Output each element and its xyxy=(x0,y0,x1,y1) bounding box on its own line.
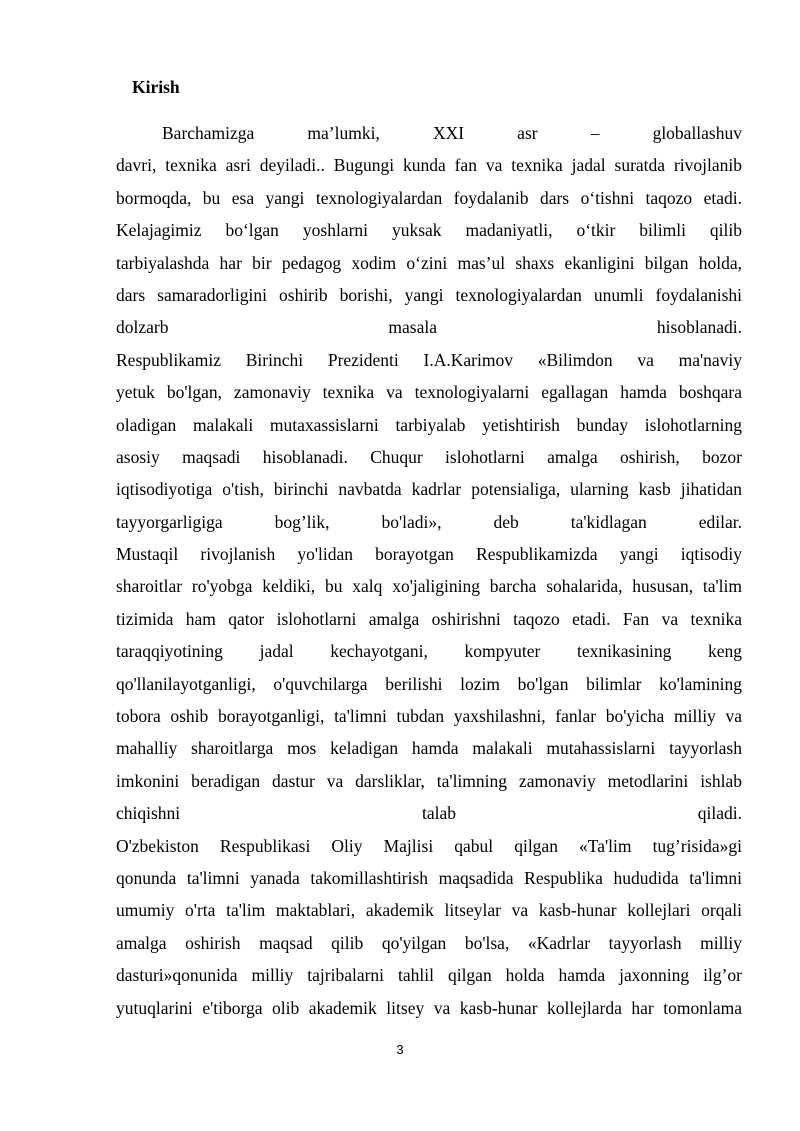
text-line: taraqqiyotining jadal kechayotgani, kompyuter texnikasining keng xyxy=(116,641,742,662)
text-line: yetuk bo'lgan, zamonaviy texnika va texnologiyalarni egallagan hamda boshqara xyxy=(116,382,742,403)
text-line: Kelajagimiz bo‘lgan yoshlarni yuksak madaniyatli, o‘tkir bilimli qilib xyxy=(116,220,742,241)
text-line: Mustaqil rivojlanish yo'lidan borayotgan Respublikamizda yangi iqtisodiy xyxy=(116,544,742,565)
text-line: chiqishni talab qiladi. xyxy=(116,803,742,824)
text-line: O'zbekiston Respublikasi Oliy Majlisi qabul qilgan «Ta'lim tug’risida»gi xyxy=(116,835,742,856)
page-number: 3 xyxy=(396,1042,404,1057)
text-line: dolzarb masala hisoblanadi. xyxy=(116,317,742,338)
text-line: umumiy o'rta ta'lim maktablari, akademik litseylar va kasb-hunar kollejlari orqali xyxy=(116,900,742,921)
text-line: Respublikamiz Birinchi Prezidenti I.A.Karimov «Bilimdon va ma'naviy xyxy=(116,349,742,370)
text-line: yutuqlarini e'tiborga olib akademik litsey va kasb-hunar kollejlarda har tomonlama xyxy=(116,997,742,1018)
text-line: dasturi»qonunida milliy tajribalarni tahlil qilgan holda hamda jaxonning ilg’or xyxy=(116,965,742,986)
section-heading: Kirish xyxy=(132,77,180,97)
text-line: sharoitlar ro'yobga keldiki, bu xalq xo'jaligining barcha sohalarida, hususan, ta'lim xyxy=(116,576,742,597)
text-line: bormoqda, bu esa yangi texnologiyalardan foydalanib dars o‘tishni taqozo etadi. xyxy=(116,187,742,208)
text-line: iqtisodiyotiga o'tish, birinchi navbatda kadrlar potensialiga, ularning kasb jihatidan xyxy=(116,479,742,500)
text-line: imkonini beradigan dastur va darsliklar, ta'limning zamonaviy metodlarini ishlab xyxy=(116,770,742,791)
text-line: qonunda ta'limni yanada takomillashtirish maqsadida Respublika hududida ta'limni xyxy=(116,867,742,888)
body-text xyxy=(116,117,742,1024)
text-line: tarbiyalashda har bir pedagog xodim o‘zini mas’ul shaxs ekanligini bilgan holda, xyxy=(116,252,742,273)
text-line: qo'llanilayotganligi, o'quvchilarga berilishi lozim bo'lgan bilimlar ko'lamining xyxy=(116,673,742,694)
text-line: tobora oshib borayotganligi, ta'limni tubdan yaxshilashni, fanlar bo'yicha milliy va xyxy=(116,706,742,727)
text-line: davri, texnika asri deyiladi.. Bugungi kunda fan va texnika jadal suratda rivojlanib xyxy=(116,155,742,176)
text-line: tizimida ham qator islohotlarni amalga oshirishni taqozo etadi. Fan va texnika xyxy=(116,608,742,629)
text-line: mahalliy sharoitlarga mos keladigan hamda malakali mutahassislarni tayyorlash xyxy=(116,738,742,759)
text-line: asosiy maqsadi hisoblanadi. Chuqur islohotlarni amalga oshirish, bozor xyxy=(116,446,742,467)
text-line: dars samaradorligini oshirib borishi, yangi texnologiyalardan unumli foydalanishi xyxy=(116,284,742,305)
text-line: tayyorgarligiga bog’lik, bo'ladi», deb ta'kidlagan edilar. xyxy=(116,511,742,532)
text-line: oladigan malakali mutaxassislarni tarbiyalab yetishtirish bunday islohotlarning xyxy=(116,414,742,435)
text-line: amalga oshirish maqsad qilib qo'yilgan bo'lsa, «Kadrlar tayyorlash milliy xyxy=(116,932,742,953)
text-line: Barchamizga ma’lumki, XXI asr – globallashuv xyxy=(162,123,742,143)
